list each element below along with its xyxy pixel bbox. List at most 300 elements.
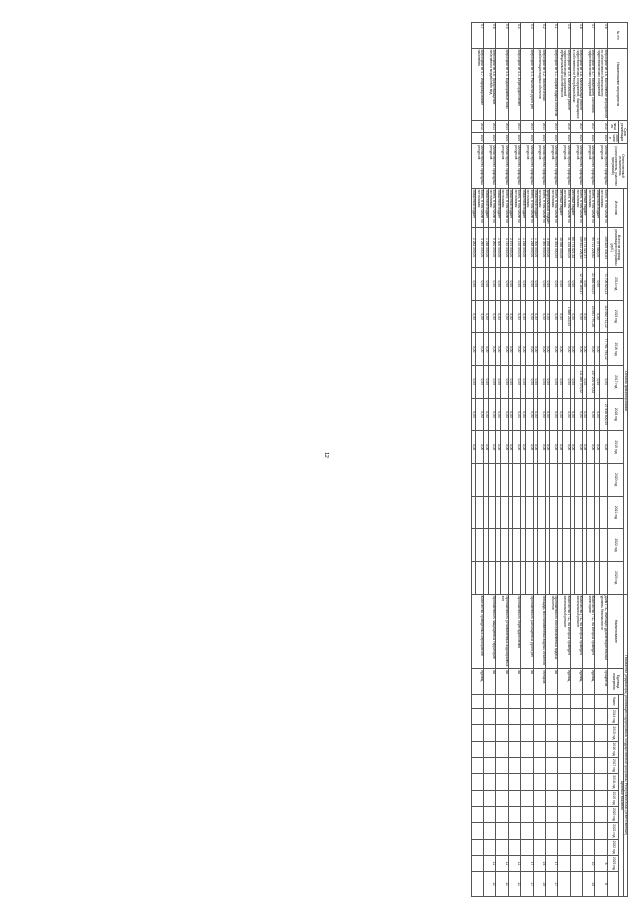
funding-year-value	[545, 561, 549, 594]
indicator-unit: км	[508, 669, 520, 695]
funding-total: 19 396 000,00	[558, 228, 562, 268]
indicator-year-value	[570, 725, 582, 741]
funding-year-value	[575, 463, 583, 496]
funding-year-value	[599, 463, 607, 496]
funding-year-value	[587, 529, 595, 562]
indicator-name: Количество ГТС, на которых проведен капитальный ремонт	[570, 594, 582, 669]
funding-year-value	[500, 496, 508, 529]
funding-year-value	[508, 463, 512, 496]
event-name: Мероприятие 4.6. Выполнение мероприятий по обеспечению безопасности гидротехнических сооружений	[595, 48, 607, 120]
term-start: 2017	[570, 120, 582, 132]
funding-year-value: 0,00	[583, 300, 587, 333]
event-name: Мероприятие 5.2. Экологическая реабилитация водных объектов	[533, 48, 545, 120]
table-row	[488, 23, 496, 897]
indicator-year-value	[558, 741, 570, 757]
funding-year-value	[538, 496, 546, 529]
term-end: 2023	[545, 132, 557, 144]
funding-year-value: 0,00	[471, 431, 475, 464]
funding-year-value	[496, 463, 500, 496]
funding-year-value	[558, 529, 562, 562]
col-header-term: Срок реализации	[619, 120, 628, 143]
funding-source: Всего, в том числе по источникам	[513, 188, 521, 228]
event-name: Мероприятие 5.3. Расчистка русел рек	[521, 48, 533, 120]
funding-year-value: 0,00	[587, 431, 595, 464]
col-header-ind-year: 2015 год	[607, 725, 618, 741]
funding-year-value: 0,00	[583, 431, 587, 464]
funding-year-value: 0,00	[500, 431, 508, 464]
funding-total: 1 500 000,00	[496, 228, 500, 268]
funding-year-value: 0,00	[525, 431, 533, 464]
indicator-year-value	[484, 741, 496, 757]
col-header-fin-year: 2017 год	[607, 365, 623, 398]
term-end: 2023	[583, 132, 595, 144]
funding-year-value: 0,00	[476, 431, 484, 464]
funding-year-value: 0,00	[476, 300, 484, 333]
funding-year-value	[550, 463, 558, 496]
funding-year-value: 0,00	[558, 398, 562, 431]
funding-year-value: 0,00	[500, 267, 508, 300]
col-header-ind-year: 2021 год	[607, 823, 618, 839]
indicator-year-value	[583, 806, 595, 822]
executor: Министерство природных ресурсов	[508, 144, 520, 188]
funding-year-value: 0,00	[533, 267, 537, 300]
col-header-fin-year: 2022 год	[607, 529, 623, 562]
funding-year-value: 0,00	[476, 333, 484, 366]
funding-year-value: 0,00	[521, 267, 525, 300]
indicator-year-value: 11	[508, 855, 520, 871]
funding-year-value: 0,00	[570, 300, 574, 333]
indicator-final	[558, 872, 570, 897]
term-end: 2023	[558, 132, 570, 144]
funding-source: Всего, в том числе по источникам	[525, 188, 533, 228]
indicator-year-value	[496, 790, 508, 806]
col-header-fin-year: 2020 год	[607, 463, 623, 496]
funding-year-value: 0,00	[513, 365, 521, 398]
event-name: Мероприятие 4.7. Мониторинг состояния гидротехнических сооружений	[583, 48, 595, 120]
funding-year-value: 0,00	[496, 365, 500, 398]
col-header-ind-year: 2019 год	[607, 790, 618, 806]
term-start: 2014	[545, 120, 557, 132]
funding-source: областной бюджет	[521, 188, 525, 228]
funding-year-value	[583, 529, 587, 562]
funding-year-value: 0,00	[476, 398, 484, 431]
indicator-year-value: 11	[496, 855, 508, 871]
col-header-start: начало	[607, 120, 618, 132]
funding-year-value	[488, 529, 496, 562]
indicator-name: Площадь восстановленных водных объектов	[533, 594, 545, 669]
indicator-year-value	[496, 725, 508, 741]
term-start: 2014	[496, 120, 508, 132]
funding-year-value	[595, 529, 599, 562]
funding-year-value: 12 798 165,47	[575, 267, 583, 300]
funding-year-value	[570, 463, 574, 496]
row-number: 4.9	[558, 23, 570, 49]
table-row	[538, 23, 546, 897]
indicator-unit: процентов	[595, 669, 607, 695]
term-start: 2014	[508, 120, 520, 132]
funding-year-value: 0,00	[521, 333, 525, 366]
funding-year-value: 0,00	[595, 431, 599, 464]
funding-year-value: 0,00	[513, 431, 521, 464]
col-header-fin-year: 2021 год	[607, 496, 623, 529]
funding-year-value: 0,00	[508, 398, 512, 431]
funding-year-value: 0,00	[484, 398, 488, 431]
funding-year-value: 0,00	[533, 365, 537, 398]
funding-year-value: 0,00	[496, 398, 500, 431]
funding-year-value: 111 280 070,52	[575, 365, 583, 398]
indicator-year-value	[471, 839, 483, 855]
funding-year-value	[525, 463, 533, 496]
indicator-year-value	[508, 806, 520, 822]
funding-year-value	[496, 496, 500, 529]
indicator-year-value	[471, 855, 483, 871]
row-number: 5.3	[521, 23, 533, 49]
col-header-no: № п/п	[607, 23, 627, 49]
funding-year-value: 0,00	[488, 365, 496, 398]
funding-total: 45 774 021,57	[583, 228, 587, 268]
indicator-year-value: 10	[583, 855, 595, 871]
indicator-year-value	[545, 757, 557, 773]
funding-year-value	[562, 529, 570, 562]
col-header-total: Всего на период реализации программы (руб.)	[607, 228, 623, 268]
indicator-name: Протяженность восстановленных водных объектов	[545, 594, 557, 669]
funding-year-value: 0,00	[484, 431, 488, 464]
table-row	[513, 23, 521, 897]
program-table	[471, 22, 628, 897]
indicator-year-value	[570, 855, 582, 871]
funding-year-value: 0,00	[508, 365, 512, 398]
indicator-year-value	[521, 741, 533, 757]
event-name: Мероприятие 5.4. Берегоукрепление	[508, 48, 520, 120]
funding-year-value: 0,00	[570, 267, 574, 300]
executor: Министерство природных ресурсов	[471, 144, 483, 188]
funding-year-value	[587, 496, 595, 529]
col-header-base: базис	[607, 694, 618, 708]
indicator-year-value	[583, 725, 595, 741]
table-row	[562, 23, 570, 897]
term-start: 2019	[471, 120, 483, 132]
funding-year-value: 0,00	[575, 398, 583, 431]
indicator-year-value	[484, 774, 496, 790]
indicator-unit: гектаров	[533, 669, 545, 695]
funding-source: местный бюджет	[558, 188, 562, 228]
col-header-unit: Единица измерения	[607, 669, 623, 695]
indicator-unit: км	[521, 669, 533, 695]
funding-year-value	[476, 529, 484, 562]
funding-year-value	[525, 561, 533, 594]
funding-year-value: 0,00	[521, 431, 525, 464]
funding-total: 4 740 000,00	[500, 228, 508, 268]
funding-year-value: 0,00	[575, 431, 583, 464]
funding-year-value: 0,00	[558, 333, 562, 366]
indicator-year-value	[471, 725, 483, 741]
funding-year-value: 0,00	[595, 300, 599, 333]
funding-year-value: 0,00	[513, 333, 521, 366]
indicator-year-value	[558, 708, 570, 724]
funding-year-value: 0,00	[488, 300, 496, 333]
funding-year-value	[471, 561, 475, 594]
event-name: Мероприятие 5.1. Охрана водных объектов	[545, 48, 557, 120]
indicator-final: 17	[545, 872, 557, 897]
funding-year-value: 0,00	[533, 333, 537, 366]
indicator-year-value	[471, 741, 483, 757]
indicator-year-value	[508, 725, 520, 741]
funding-year-value	[583, 561, 587, 594]
indicator-year-value	[558, 790, 570, 806]
col-header-fin-year: 2015 год	[607, 300, 623, 333]
indicator-base	[496, 694, 508, 708]
indicator-year-value	[508, 839, 520, 855]
col-header-ind-year: 2017 год	[607, 757, 618, 773]
indicator-name: Протяженность защищенных территорий	[484, 594, 496, 669]
indicator-year-value	[558, 855, 570, 871]
col-header-source: Источник	[607, 188, 623, 228]
funding-year-value: 0,00	[521, 300, 525, 333]
funding-year-value: 0,00	[538, 333, 546, 366]
funding-year-value: 1 886 243,00	[562, 300, 570, 333]
indicator-year-value	[496, 741, 508, 757]
funding-year-value	[575, 529, 583, 562]
indicator-year-value	[583, 757, 595, 773]
indicator-year-value	[558, 757, 570, 773]
funding-year-value	[533, 496, 537, 529]
funding-year-value: 0,00	[538, 398, 546, 431]
term-end: 2023	[533, 132, 545, 144]
funding-total: 2 283 000,00	[471, 228, 475, 268]
funding-total: 4 130 000,00	[513, 228, 521, 268]
funding-year-value	[562, 561, 570, 594]
indicator-year-value	[570, 806, 582, 822]
indicator-year-value	[471, 708, 483, 724]
funding-year-value	[558, 561, 562, 594]
funding-year-value: 0,00	[488, 333, 496, 366]
funding-source: Всего, в том числе по источникам	[599, 188, 607, 228]
term-end: 2023	[484, 132, 496, 144]
indicator-final	[570, 872, 582, 897]
funding-year-value: 0,00	[484, 300, 488, 333]
funding-year-value: 0,00	[558, 365, 562, 398]
funding-year-value: 0,00	[587, 398, 595, 431]
funding-year-value	[550, 496, 558, 529]
term-start: 2014	[533, 120, 545, 132]
funding-year-value	[496, 561, 500, 594]
funding-year-value: 0,00	[570, 365, 574, 398]
col-header-ind-year: 2023 год	[607, 855, 618, 871]
funding-year-value	[599, 496, 607, 529]
table-row	[599, 23, 607, 897]
indicator-year-value	[471, 774, 483, 790]
indicator-year-value	[484, 806, 496, 822]
funding-year-value: 0,00	[583, 333, 587, 366]
indicator-year-value	[583, 741, 595, 757]
funding-year-value: 0,00	[525, 267, 533, 300]
funding-year-value: 0,00	[496, 431, 500, 464]
table-row	[476, 23, 484, 897]
indicator-year-value	[583, 708, 595, 724]
funding-total: 1 000 000,00	[533, 228, 537, 268]
indicator-year-value	[484, 725, 496, 741]
executor: Министерство природных ресурсов	[570, 144, 582, 188]
term-start: 2017	[583, 120, 595, 132]
indicator-unit: единиц	[570, 669, 582, 695]
indicator-final: 11	[484, 872, 496, 897]
indicator-year-value	[496, 708, 508, 724]
indicator-year-value	[533, 774, 545, 790]
table-row	[587, 23, 595, 897]
table-row	[500, 23, 508, 897]
funding-total: 5 260 000,00	[488, 228, 496, 268]
funding-year-value	[500, 463, 508, 496]
term-end: 2023	[496, 132, 508, 144]
indicator-year-value	[595, 806, 607, 822]
indicator-year-value	[545, 839, 557, 855]
funding-year-value: 0,00	[484, 333, 488, 366]
event-name: Мероприятие 5.5. Водоохранные зоны	[496, 48, 508, 120]
funding-total: 109 811 226,82	[575, 228, 583, 268]
funding-year-value	[538, 561, 546, 594]
funding-total: 1 248 000,00	[521, 228, 525, 268]
funding-year-value: 0,00	[513, 267, 521, 300]
funding-source: местный бюджет	[583, 188, 587, 228]
funding-year-value	[513, 496, 521, 529]
funding-year-value	[525, 529, 533, 562]
funding-year-value: 0,00	[538, 365, 546, 398]
indicator-year-value	[595, 790, 607, 806]
funding-year-value: 115 062 711,12	[599, 300, 607, 333]
funding-year-value	[513, 561, 521, 594]
indicator-year-value	[471, 823, 483, 839]
funding-year-value: 21 866 004,57	[587, 267, 595, 300]
indicator-base	[484, 694, 496, 708]
event-name: Мероприятие 5.6. Предотвращение негативного воздействия вод	[484, 48, 496, 120]
indicator-year-value	[545, 790, 557, 806]
funding-year-value	[545, 529, 549, 562]
indicator-year-value	[545, 823, 557, 839]
funding-year-value: 0,00	[508, 333, 512, 366]
funding-year-value: 0,00	[508, 300, 512, 333]
indicator-year-value	[545, 806, 557, 822]
indicator-year-value	[545, 725, 557, 741]
funding-total: 1 248 000,00	[525, 228, 533, 268]
funding-year-value	[508, 529, 512, 562]
indicator-year-value	[545, 774, 557, 790]
indicator-year-value	[496, 806, 508, 822]
funding-year-value	[562, 463, 570, 496]
funding-source: областной бюджет	[595, 188, 599, 228]
funding-year-value	[508, 561, 512, 594]
indicator-name: Протяженность установленных водоохранных зон	[496, 594, 508, 669]
funding-year-value	[471, 496, 475, 529]
funding-year-value	[513, 529, 521, 562]
col-header-targets: Целевые значения	[619, 694, 623, 896]
funding-source: областной бюджет	[533, 188, 537, 228]
indicator-name: Доля ГТС, имеющих удовлетворительный уровень безопасности	[595, 594, 607, 669]
col-header-fin-year: 2014 год	[607, 267, 623, 300]
funding-year-value: 0,00	[508, 431, 512, 464]
row-number: 5.4	[508, 23, 520, 49]
funding-year-value	[484, 463, 488, 496]
indicator-base	[595, 694, 607, 708]
funding-year-value: 0,00	[562, 365, 570, 398]
indicator-year-value	[508, 757, 520, 773]
indicator-year-value: 17	[545, 855, 557, 871]
funding-year-value	[513, 463, 521, 496]
col-header-name: Наименование мероприятия	[607, 48, 627, 120]
funding-source: областной бюджет	[484, 188, 488, 228]
col-header-exec: Ответственный исполнитель (соисполнитель, участник программы)	[607, 144, 627, 188]
page-number: 12	[322, 452, 329, 458]
funding-year-value: 0,00	[545, 267, 549, 300]
row-number: 5.6	[484, 23, 496, 49]
funding-year-value: 0,00	[570, 333, 574, 366]
funding-year-value	[575, 561, 583, 594]
funding-year-value: 0,00	[471, 333, 475, 366]
row-number: 4.7	[583, 23, 595, 49]
funding-year-value: 0,00	[525, 365, 533, 398]
indicator-year-value: 11	[484, 855, 496, 871]
funding-year-value	[488, 463, 496, 496]
indicator-final: 15	[533, 872, 545, 897]
term-start: 2018	[558, 120, 570, 132]
funding-year-value: 0,00	[550, 431, 558, 464]
indicator-unit: км	[545, 669, 557, 695]
funding-year-value: 0,00	[570, 431, 574, 464]
funding-year-value: 27 908 600,00	[599, 398, 607, 431]
indicator-year-value	[558, 774, 570, 790]
funding-year-value	[595, 496, 599, 529]
indicator-year-value: 15	[533, 855, 545, 871]
funding-year-value: 71 706 624,14	[599, 267, 607, 300]
funding-year-value: 0,00	[471, 398, 475, 431]
indicator-year-value	[484, 790, 496, 806]
funding-year-value	[533, 463, 537, 496]
funding-year-value: 0,00	[500, 365, 508, 398]
executor: Министерство природных ресурсов	[558, 144, 570, 188]
funding-source: Всего, в том числе по источникам	[550, 188, 558, 228]
funding-year-value	[599, 529, 607, 562]
indicator-year-value	[521, 708, 533, 724]
funding-year-value: 0,00	[513, 398, 521, 431]
indicator-unit: единиц	[471, 669, 483, 695]
indicator-name: Протяженность расчищенных русел рек	[521, 594, 533, 669]
col-header-fin-year: 2018 год	[607, 398, 623, 431]
indicator-final	[471, 872, 483, 897]
indicator-unit: км	[484, 669, 496, 695]
table-row	[525, 23, 533, 897]
funding-year-value: 0,00	[500, 333, 508, 366]
indicator-final: 11	[496, 872, 508, 897]
indicator-year-value	[496, 839, 508, 855]
indicator-unit: единиц	[558, 669, 570, 695]
col-header-fin-year: 2016 год	[607, 333, 623, 366]
indicator-final: 10	[583, 872, 595, 897]
funding-year-value: 0,00	[496, 300, 500, 333]
funding-source: областной бюджет	[471, 188, 475, 228]
executor: Министерство природных ресурсов	[533, 144, 545, 188]
funding-year-value	[558, 496, 562, 529]
funding-year-value	[558, 463, 562, 496]
indicator-year-value	[533, 708, 545, 724]
indicator-year-value	[570, 790, 582, 806]
funding-year-value: 0,00	[538, 300, 546, 333]
funding-year-value: 23 691 757,26	[587, 300, 595, 333]
indicator-base	[521, 694, 533, 708]
funding-year-value	[599, 561, 607, 594]
indicator-name: Протяженность берегоукрепления	[508, 594, 520, 669]
term-end: 2023	[595, 132, 607, 144]
event-name: Мероприятие 5.7. Информирование населения	[471, 48, 483, 120]
funding-year-value	[538, 463, 546, 496]
